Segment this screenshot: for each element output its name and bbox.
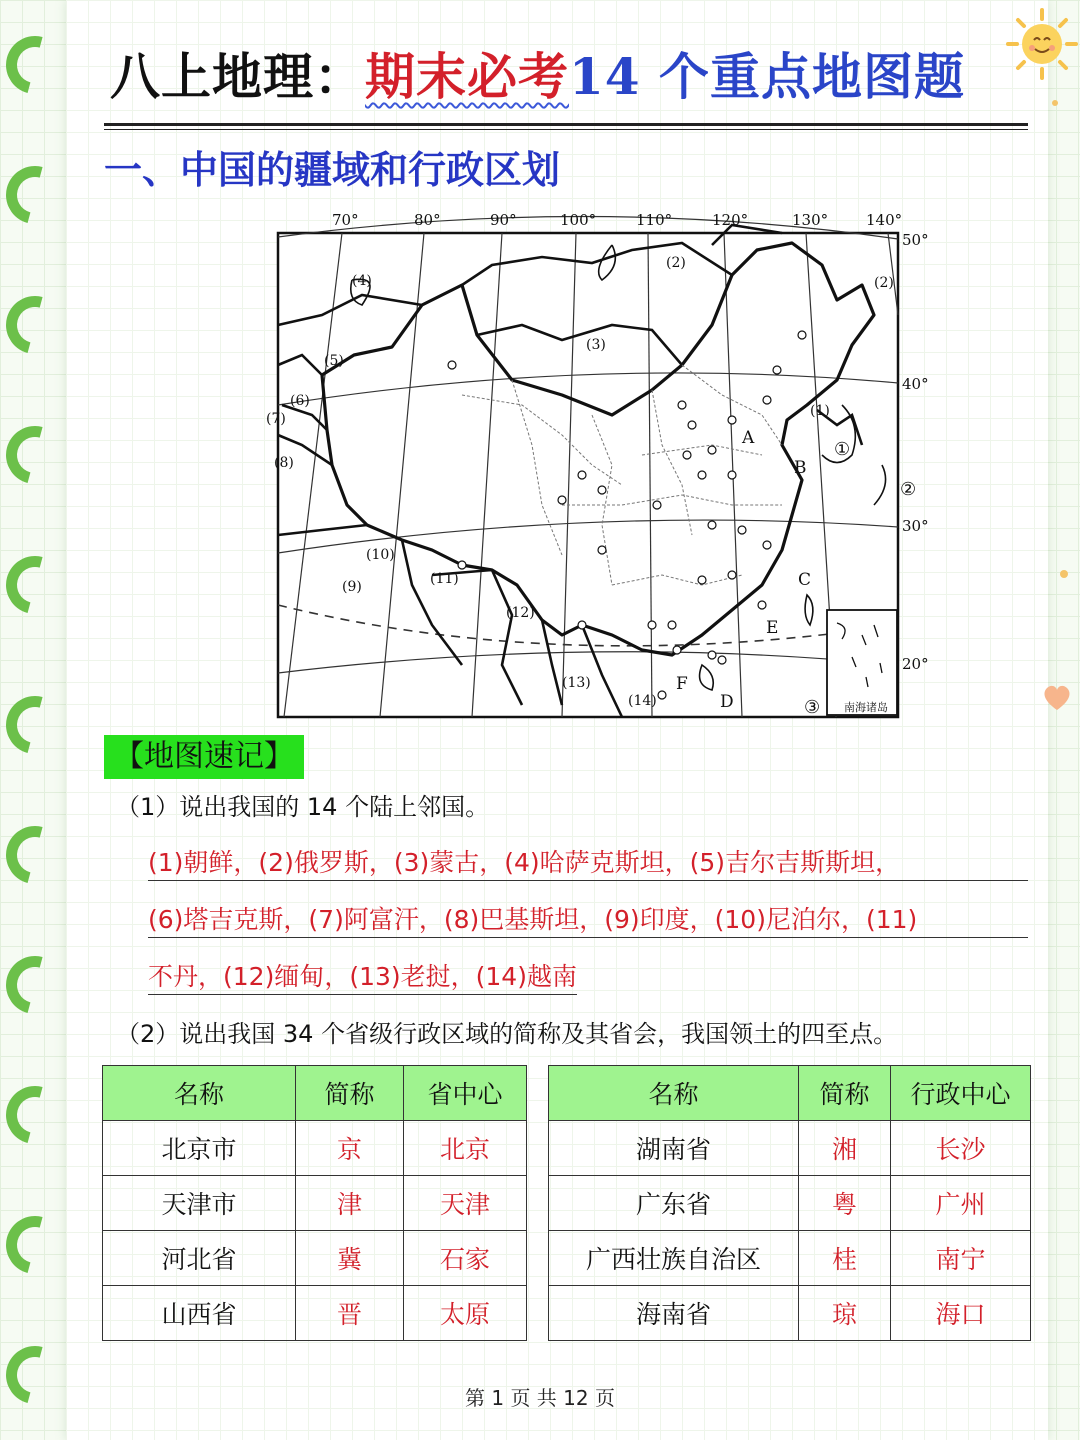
title-prefix: 八上地理：	[110, 47, 365, 106]
neighbor-marker: (1)	[810, 403, 830, 419]
answer-line: 不丹，(12)缅甸，(13)老挝，(14)越南	[148, 960, 577, 995]
neighbor-marker: (13)	[562, 675, 591, 691]
binder-ring	[0, 285, 75, 364]
table-row	[103, 1121, 527, 1176]
table-row	[103, 1286, 527, 1341]
binder-ring	[0, 415, 75, 494]
sun-sticker-icon	[1004, 6, 1080, 82]
question-2: （2）说出我国 34 个省级行政区域的简称及其省会，我国领土的四至点。	[116, 1020, 898, 1048]
table-row	[549, 1121, 1031, 1176]
map-letter: D	[720, 692, 734, 712]
binder-ring	[0, 1075, 75, 1154]
province-capital: 天津	[404, 1176, 527, 1231]
table-row	[103, 1231, 527, 1286]
province-name: 山西省	[103, 1286, 296, 1341]
neighbor-marker: (3)	[586, 337, 606, 353]
neighbor-marker: (2)	[666, 255, 686, 271]
longitude-label: 80°	[414, 211, 441, 229]
table-header-row	[549, 1066, 1031, 1121]
column-header: 名称	[103, 1066, 296, 1121]
table-row	[103, 1176, 527, 1231]
province-abbrev: 津	[296, 1176, 404, 1231]
province-abbrev: 桂	[799, 1231, 891, 1286]
province-table-right	[548, 1065, 1031, 1341]
province-capital: 长沙	[891, 1121, 1031, 1176]
binder-ring	[0, 685, 75, 764]
circled-number: ③	[804, 697, 821, 718]
table-header-row	[103, 1066, 527, 1121]
neighbor-marker: (9)	[342, 579, 362, 595]
province-capital: 北京	[404, 1121, 527, 1176]
latitude-label: 30°	[902, 517, 929, 535]
latitude-label: 50°	[902, 231, 929, 249]
answer-line: (6)塔吉克斯，(7)阿富汗，(8)巴基斯坦，(9)印度，(10)尼泊尔，(11)	[148, 903, 1028, 938]
binder-ring	[0, 945, 75, 1024]
page-footer: 第 1 页 共 12 页	[465, 1386, 615, 1410]
column-header: 简称	[296, 1066, 404, 1121]
binder-ring	[0, 155, 75, 234]
province-capital: 海口	[891, 1286, 1031, 1341]
title-highlight: 期末必考	[365, 47, 569, 106]
china-map-figure	[262, 205, 942, 725]
province-capital: 广州	[891, 1176, 1031, 1231]
column-header: 简称	[799, 1066, 891, 1121]
china-map	[262, 205, 942, 725]
province-capital: 石家	[404, 1231, 527, 1286]
inset-label: 南海诸岛	[844, 701, 888, 714]
column-header: 省中心	[404, 1066, 527, 1121]
map-letter: E	[766, 618, 779, 638]
map-memo-tag: 【地图速记】	[104, 735, 304, 779]
longitude-label: 100°	[560, 211, 597, 229]
circled-number: ①	[834, 439, 851, 460]
province-name: 湖南省	[549, 1121, 799, 1176]
province-name: 河北省	[103, 1231, 296, 1286]
binder-ring	[0, 815, 75, 894]
province-name: 北京市	[103, 1121, 296, 1176]
table-row	[549, 1231, 1031, 1286]
heart-sticker-icon	[1040, 680, 1074, 714]
longitude-label: 140°	[866, 211, 903, 229]
decor-dot	[1060, 570, 1068, 578]
decor-dot	[1052, 100, 1058, 106]
neighbor-marker: (12)	[506, 605, 535, 621]
province-capital: 南宁	[891, 1231, 1031, 1286]
binder-ring	[0, 1205, 75, 1284]
column-header: 名称	[549, 1066, 799, 1121]
province-abbrev: 冀	[296, 1231, 404, 1286]
province-abbrev: 粤	[799, 1176, 891, 1231]
table-row	[549, 1176, 1031, 1231]
map-letter: B	[794, 458, 807, 478]
province-name: 海南省	[549, 1286, 799, 1341]
binder-ring	[0, 545, 75, 624]
province-abbrev: 湘	[799, 1121, 891, 1176]
province-name: 天津市	[103, 1176, 296, 1231]
page-title	[110, 42, 965, 112]
province-capital: 太原	[404, 1286, 527, 1341]
binder-ring	[0, 25, 75, 104]
map-letter: C	[798, 570, 812, 590]
neighbor-marker: (5)	[324, 353, 344, 369]
inset-box	[827, 610, 897, 715]
longitude-label: 120°	[712, 211, 749, 229]
neighbor-marker: (8)	[274, 455, 294, 471]
neighbor-marker: (7)	[266, 411, 286, 427]
title-rule	[104, 123, 1028, 126]
latitude-labels	[902, 231, 929, 673]
title-rule-thin	[104, 129, 1028, 130]
column-header: 行政中心	[891, 1066, 1031, 1121]
map-letter: A	[742, 428, 755, 448]
longitude-label: 110°	[636, 211, 673, 229]
province-abbrev: 京	[296, 1121, 404, 1176]
province-name: 广西壮族自治区	[549, 1231, 799, 1286]
province-table-left	[102, 1065, 527, 1341]
section-heading: 一、中国的疆域和行政区划	[104, 148, 561, 192]
province-name: 广东省	[549, 1176, 799, 1231]
neighbor-marker: (4)	[352, 273, 372, 289]
longitude-label: 90°	[490, 211, 517, 229]
neighbor-marker: (14)	[628, 693, 657, 709]
circled-number: ②	[900, 479, 917, 500]
answer-line: (1)朝鲜，(2)俄罗斯，(3)蒙古，(4)哈萨克斯坦，(5)吉尔吉斯斯坦，	[148, 846, 1028, 881]
neighbor-marker: (6)	[290, 393, 310, 409]
table-row	[549, 1286, 1031, 1341]
province-abbrev: 琼	[799, 1286, 891, 1341]
neighbor-marker: (10)	[366, 547, 395, 563]
neighbor-marker: (2)	[874, 275, 894, 291]
title-suffix: 14 个重点地图题	[569, 47, 965, 106]
latitude-label: 20°	[902, 655, 929, 673]
question-1: （1）说出我国的 14 个陆上邻国。	[116, 793, 490, 821]
province-abbrev: 晋	[296, 1286, 404, 1341]
longitude-label: 70°	[332, 211, 359, 229]
latitude-label: 40°	[902, 375, 929, 393]
map-letter: F	[676, 674, 688, 694]
neighbor-marker: (11)	[430, 571, 459, 587]
longitude-label: 130°	[792, 211, 829, 229]
longitude-labels	[332, 211, 902, 229]
